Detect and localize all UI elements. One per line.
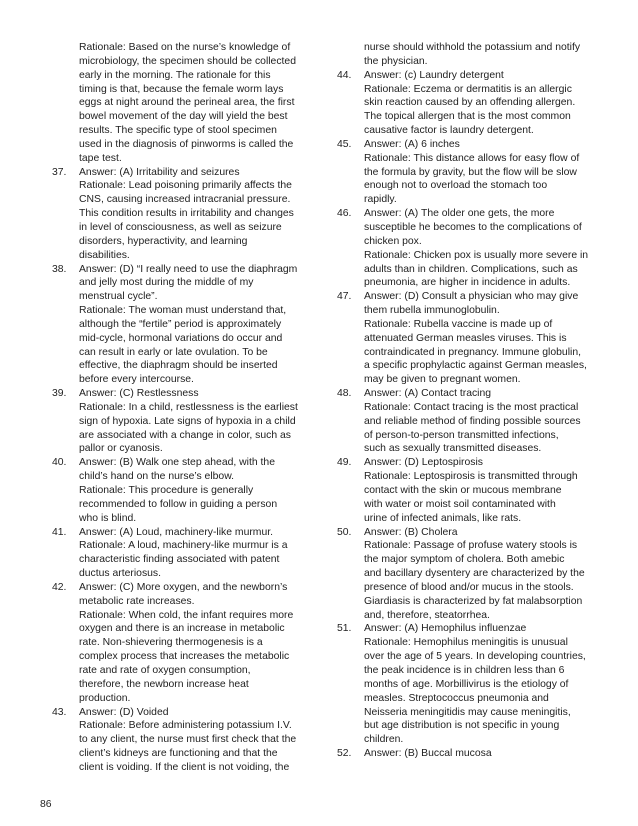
rationale-line: and, therefore, steatorrhea. — [364, 609, 490, 621]
rationale-line: rate and rate of oxygen consumption, — [79, 664, 251, 676]
answer-line: Answer: (B) Buccal mucosa — [364, 748, 492, 760]
text-line: microbiology, the specimen should be collected — [79, 55, 296, 67]
rationale-line: with water or moist soil contaminated with — [364, 498, 556, 510]
rationale-line: Rationale: This distance allows for easy flow of — [364, 152, 580, 164]
item-number: 39. — [52, 388, 67, 400]
rationale-line: The topical allergen that is the most common — [364, 111, 571, 123]
item-number: 43. — [52, 706, 67, 718]
answer-line: Answer: (C) Restlessness — [79, 388, 199, 400]
rationale-line: children. — [364, 734, 404, 746]
rationale-line: can result in early or late ovulation. To be — [79, 346, 268, 358]
answer-entry — [337, 622, 607, 747]
rationale-line: Rationale: The woman must understand that, — [79, 305, 287, 317]
answer-entry — [52, 526, 310, 581]
right-column — [337, 41, 607, 761]
answer-line: Answer: (A) Contact tracing — [364, 388, 492, 400]
answer-entry — [337, 387, 607, 456]
rationale-line: sign of hypoxia. Late signs of hypoxia in a child — [79, 415, 296, 427]
rationale-line: Rationale: Rubella vaccine is made up of — [364, 318, 553, 330]
left-column — [52, 41, 310, 775]
rationale-line: Giardiasis is characterized by fat malabsorption — [364, 595, 583, 607]
continued-rationale — [337, 41, 607, 69]
answer-body — [52, 456, 310, 525]
rationale-line: months of age. Morbillivirus is the etiology of — [364, 678, 569, 690]
rationale-line: and reliable method of finding possible sources — [364, 415, 581, 427]
answer-line: Answer: (D) “I really need to use the diaphragm — [79, 263, 298, 275]
rationale-line: disabilities. — [79, 249, 130, 261]
rationale-line: the formula by gravity, but the flow will be slow — [364, 166, 577, 178]
answer-line: Answer: (A) Loud, machinery-like murmur. — [79, 526, 274, 538]
rationale-line: CNS, causing increased intracranial pressure. — [79, 194, 291, 206]
answer-entry — [337, 207, 607, 290]
rationale-line: This condition results in irritability and changes — [79, 208, 294, 220]
answer-entry — [52, 263, 310, 388]
text-line: used in the diagnosis of pinworms is called the — [79, 138, 294, 150]
rationale-line: Rationale: Contact tracing is the most practical — [364, 401, 579, 413]
answer-body — [337, 69, 607, 138]
rationale-line: but age distribution is not specific in young — [364, 720, 560, 732]
rationale-line: although the “fertile” period is approximately — [79, 318, 282, 330]
rationale-line: Rationale: Leptospirosis is transmitted through — [364, 471, 578, 483]
rationale-line: are associated with a change in color, such as — [79, 429, 291, 441]
answer-body — [52, 706, 310, 775]
answer-line: Answer: (B) Cholera — [364, 526, 458, 538]
rationale-line: effective, the diaphragm should be inserted — [79, 360, 278, 372]
rationale-line: complex process that increases the metabolic — [79, 651, 290, 663]
rationale-line: child’s hand on the nurse’s elbow. — [79, 471, 235, 483]
answer-line: Answer: (C) More oxygen, and the newborn’s — [79, 581, 288, 593]
item-number: 50. — [337, 526, 352, 538]
answer-entry — [337, 290, 607, 387]
text-line: nurse should withhold the potassium and notify — [364, 42, 581, 53]
item-number: 48. — [337, 388, 352, 400]
rationale-line: contraindicated in pregnancy. Immune globulin, — [364, 346, 581, 358]
text-line: eggs at night around the perineal area, the first — [79, 97, 295, 109]
rationale-line: Rationale: When cold, the infant requires more — [79, 609, 294, 621]
text-line: timing is that, because the female worm lays — [79, 83, 284, 95]
rationale-line: client’s kidneys are functioning and that the — [79, 748, 278, 760]
rationale-line: Rationale: Before administering potassium I.V. — [79, 720, 292, 732]
rationale-line: such as sexually transmitted diseases. — [364, 443, 542, 455]
rationale-line: and jelly most during the middle of my — [79, 277, 254, 289]
item-number: 49. — [337, 457, 352, 469]
text-line: the physician. — [364, 55, 428, 67]
rationale-line: susceptible he becomes to the complications of — [364, 221, 582, 233]
rationale-line: pneumonia, are higher in incidence in adults. — [364, 277, 571, 289]
rationale-line: measles. Streptococcus pneumonia and — [364, 692, 549, 704]
rationale-line: who is blind. — [79, 512, 137, 524]
item-number: 47. — [337, 291, 352, 303]
answer-line: Answer: (D) Leptospirosis — [364, 457, 483, 469]
answer-entry — [337, 526, 607, 623]
rationale-line: may be given to pregnant women. — [364, 374, 521, 386]
rationale-line: before every intercourse. — [79, 374, 194, 386]
item-number: 52. — [337, 748, 352, 760]
answer-body — [337, 290, 607, 387]
rationale-line: the major symptom of cholera. Both amebic — [364, 554, 565, 566]
text-line: tape test. — [79, 152, 122, 164]
rationale-line: characteristic finding associated with patent — [79, 554, 280, 566]
rationale-line: Rationale: Lead poisoning primarily affects the — [79, 180, 292, 192]
answer-body — [337, 622, 607, 747]
rationale-line: mid-cycle, hormonal variations do occur and — [79, 332, 283, 344]
answer-body — [337, 387, 607, 456]
answer-body — [52, 581, 310, 706]
rationale-line: production. — [79, 692, 131, 704]
item-number: 38. — [52, 263, 67, 275]
rationale-line: the peak incidence is in children less than 6 — [364, 664, 565, 676]
rationale-line: Rationale: This procedure is generally — [79, 485, 254, 496]
answer-line: Answer: (D) Voided — [79, 706, 169, 718]
answer-entry — [52, 456, 310, 525]
rationale-line: Rationale: Eczema or dermatitis is an allergic — [364, 83, 572, 95]
rationale-line: client is voiding. If the client is not voiding, the — [79, 761, 290, 773]
rationale-line: them rubella immunoglobulin. — [364, 305, 500, 317]
rationale-line: oxygen and there is an increase in metabolic — [79, 623, 285, 635]
answer-entry — [52, 166, 310, 263]
answer-body — [52, 166, 310, 263]
rationale-line: menstrual cycle”. — [79, 291, 158, 303]
answer-body — [52, 387, 310, 456]
rationale-line: in level of consciousness, as well as seizure — [79, 221, 282, 233]
answer-entry — [52, 581, 310, 706]
rationale-line: Rationale: Chicken pox is usually more severe in — [364, 249, 589, 261]
item-number: 41. — [52, 526, 67, 538]
item-number: 40. — [52, 457, 67, 469]
rationale-line: urine of infected animals, like rats. — [364, 512, 522, 524]
rationale-line: attenuated German measles viruses. This is — [364, 332, 567, 344]
item-number: 42. — [52, 581, 67, 593]
answer-line: Answer: (D) Consult a physician who may give — [364, 291, 579, 303]
rationale-line: and bacillary dysentery are characterized by the — [364, 568, 585, 580]
rationale-line: metabolic rate increases. — [79, 595, 195, 607]
answer-body — [52, 263, 310, 388]
rationale-line: enough not to overload the stomach too — [364, 180, 548, 192]
answer-entry — [337, 138, 607, 207]
answer-line: Answer: (A) Irritability and seizures — [79, 166, 240, 178]
text-line: results. The specific type of stool specimen — [79, 125, 277, 137]
page-number: 86 — [40, 799, 52, 810]
rationale-line: therefore, the newborn increase heat — [79, 678, 249, 690]
answer-body — [337, 138, 607, 207]
answer-body — [337, 526, 607, 623]
answer-entry — [337, 456, 607, 525]
rationale-line: recommended to follow in guiding a person — [79, 498, 278, 510]
answer-body — [337, 747, 607, 761]
rationale-line: Rationale: A loud, machinery-like murmur is a — [79, 540, 288, 552]
answer-body — [52, 526, 310, 581]
rationale-line: causative factor is laundry detergent. — [364, 125, 534, 137]
rationale-line: presence of blood and/or mucus in the stools. — [364, 581, 574, 593]
rationale-line: Rationale: Hemophilus meningitis is unusual — [364, 637, 568, 649]
answer-entry — [52, 387, 310, 456]
answer-line: Answer: (A) 6 inches — [364, 138, 460, 150]
answer-entry — [337, 747, 607, 761]
rationale-line: adults than in children. Complications, such as — [364, 263, 578, 275]
answer-line: Answer: (c) Laundry detergent — [364, 69, 504, 81]
rationale-line: over the age of 5 years. In developing countries, — [364, 651, 586, 663]
answer-line: Answer: (B) Walk one step ahead, with the — [79, 457, 275, 469]
rationale-line: rate. Non-shievering thermogenesis is a — [79, 637, 263, 649]
text-line: Rationale: Based on the nurse’s knowledge of — [79, 42, 291, 53]
text-line: bowel movement of the day will yield the best — [79, 111, 288, 123]
rationale-line: pallor or cyanosis. — [79, 443, 163, 455]
rationale-line: Neisseria meningitidis may cause meningitis, — [364, 706, 571, 718]
rationale-line: chicken pox. — [364, 235, 422, 247]
answer-line: Answer: (A) Hemophilus influenzae — [364, 623, 527, 635]
item-number: 51. — [337, 623, 352, 635]
rationale-line: a specific prophylactic against German measles, — [364, 360, 587, 372]
rationale-line: skin reaction caused by an offending allergen. — [364, 97, 576, 109]
item-number: 46. — [337, 208, 352, 220]
item-number: 45. — [337, 138, 352, 150]
continued-rationale — [52, 41, 310, 166]
answer-entry — [337, 69, 607, 138]
answer-line: Answer: (A) The older one gets, the more — [364, 208, 555, 220]
rationale-line: disorders, hyperactivity, and learning — [79, 235, 248, 247]
answer-body — [337, 207, 607, 290]
rationale-line: of person-to-person transmitted infections, — [364, 429, 559, 441]
item-number: 44. — [337, 69, 352, 81]
text-line: early in the morning. The rationale for this — [79, 69, 271, 81]
answer-body — [337, 456, 607, 525]
rationale-line: contact with the skin or mucous membrane — [364, 485, 562, 496]
rationale-line: to any client, the nurse must first check that the — [79, 734, 297, 746]
rationale-line: ductus arteriosus. — [79, 568, 162, 580]
rationale-line: Rationale: Passage of profuse watery stools is — [364, 540, 578, 552]
answer-entry — [52, 706, 310, 775]
item-number: 37. — [52, 166, 67, 178]
rationale-line: Rationale: In a child, restlessness is the earliest — [79, 401, 298, 413]
rationale-line: rapidly. — [364, 194, 397, 206]
